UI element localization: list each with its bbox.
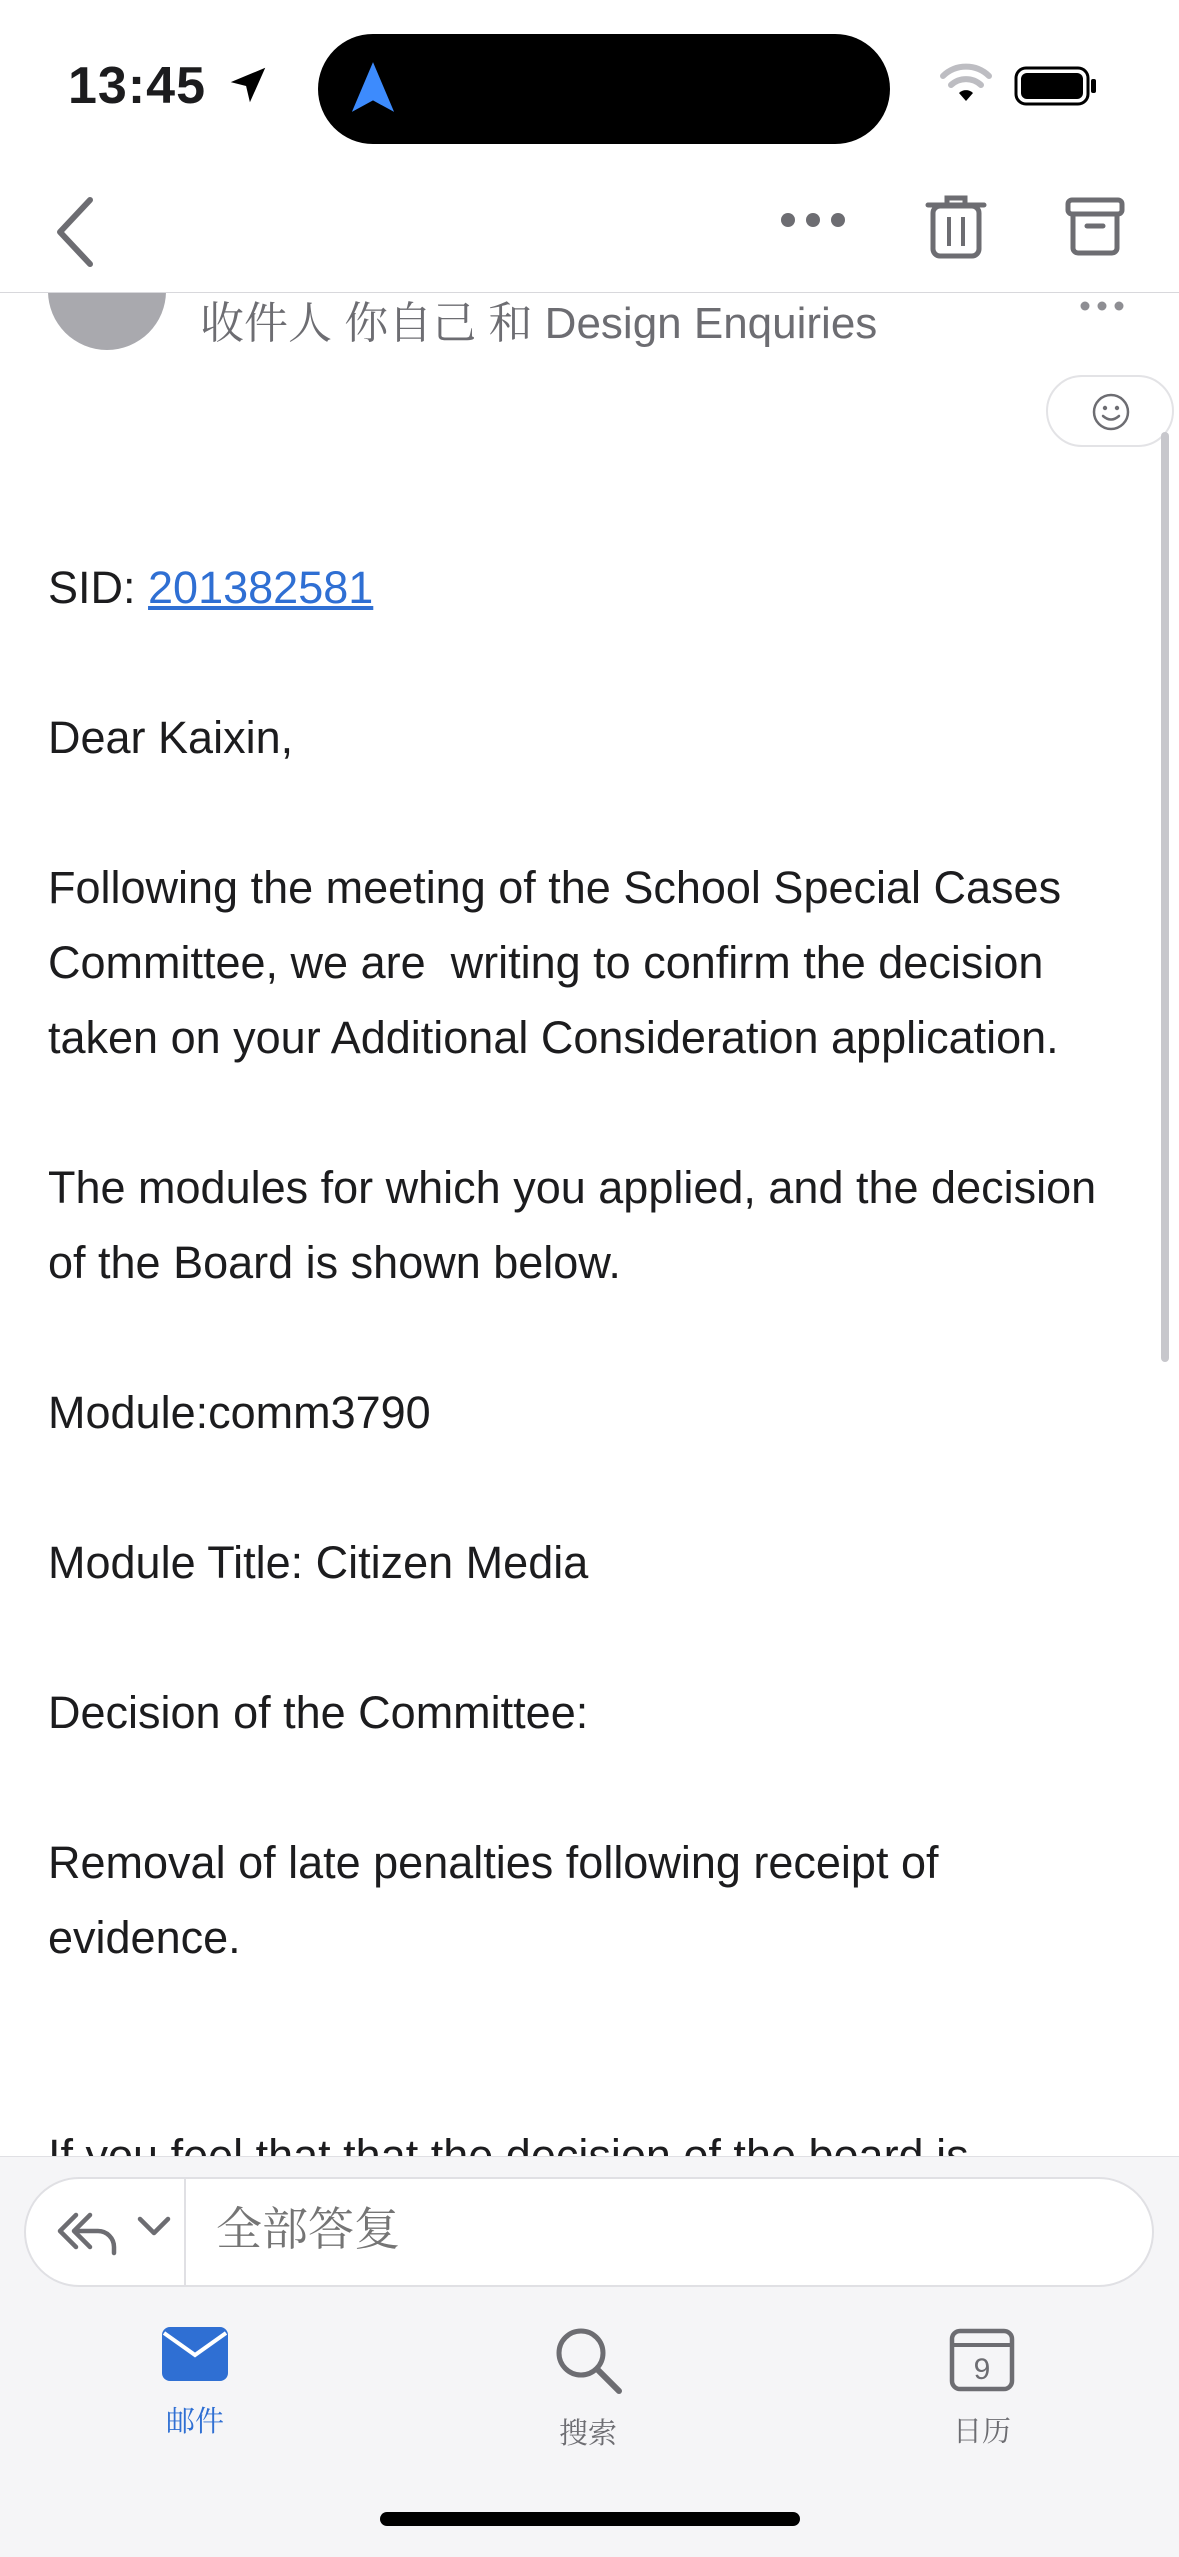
sid-line — [48, 550, 1138, 625]
reply-all-input[interactable] — [214, 2201, 1018, 2257]
tab-calendar[interactable] — [882, 2325, 1082, 2450]
email-body — [48, 550, 1138, 2050]
battery-icon — [1014, 66, 1098, 106]
reaction-button[interactable] — [1046, 375, 1174, 447]
scrollbar[interactable] — [1161, 432, 1169, 1362]
home-indicator — [380, 2512, 800, 2526]
tab-calendar-label: 日历 — [952, 2416, 1011, 2448]
tab-search[interactable] — [488, 2325, 688, 2452]
status-time: 13:45 — [68, 57, 206, 115]
chevron-down-icon[interactable] — [136, 2215, 172, 2239]
archive-icon[interactable] — [1065, 196, 1125, 256]
calendar-icon — [949, 2325, 1015, 2393]
status-bar — [0, 0, 1179, 170]
calendar-day: 9 — [973, 2353, 991, 2386]
dynamic-island — [318, 34, 890, 144]
module-title: Module Title: Citizen Media — [48, 1537, 589, 1588]
navigation-arrow-icon — [350, 60, 396, 114]
reply-bar[interactable] — [24, 2177, 1154, 2287]
greeting: Dear Kaixin, — [48, 712, 294, 763]
reply-divider — [184, 2179, 186, 2285]
back-chevron-icon[interactable] — [52, 194, 96, 270]
email-toolbar — [0, 170, 1179, 293]
location-arrow-icon — [225, 62, 271, 108]
decision-text: Removal of late penalties following receipt of evidence. — [48, 1837, 952, 1963]
module-code: Module:comm3790 — [48, 1387, 431, 1438]
paragraph-1: Following the meeting of the School Special Cases Committee, we are writing to confirm the decision taken on your Additional Consideration application. — [48, 862, 1074, 1063]
decision-label: Decision of the Committee: — [48, 1687, 589, 1738]
paragraph-2: The modules for which you applied, and the decision of the Board is shown below. — [48, 1162, 1109, 1288]
tab-search-label: 搜索 — [558, 2418, 617, 2450]
tab-mail-label: 邮件 — [165, 2406, 224, 2438]
search-icon — [553, 2325, 623, 2395]
sender-avatar[interactable] — [48, 292, 166, 350]
more-options-icon[interactable] — [780, 210, 846, 230]
sid-link[interactable]: 201382581 — [148, 562, 374, 613]
trash-icon[interactable] — [925, 192, 987, 260]
tab-mail[interactable] — [95, 2325, 295, 2440]
sid-label: SID: — [48, 562, 149, 613]
recipients-line[interactable]: 收件人 你自己 和 Design Enquiries — [200, 299, 878, 348]
reply-all-icon[interactable] — [56, 2207, 118, 2257]
header-more-icon[interactable] — [1080, 300, 1124, 312]
wifi-icon — [940, 63, 992, 103]
mail-icon — [160, 2325, 230, 2383]
bottom-panel — [0, 2156, 1179, 2557]
smiley-icon — [1091, 392, 1131, 432]
email-header — [0, 292, 1179, 372]
